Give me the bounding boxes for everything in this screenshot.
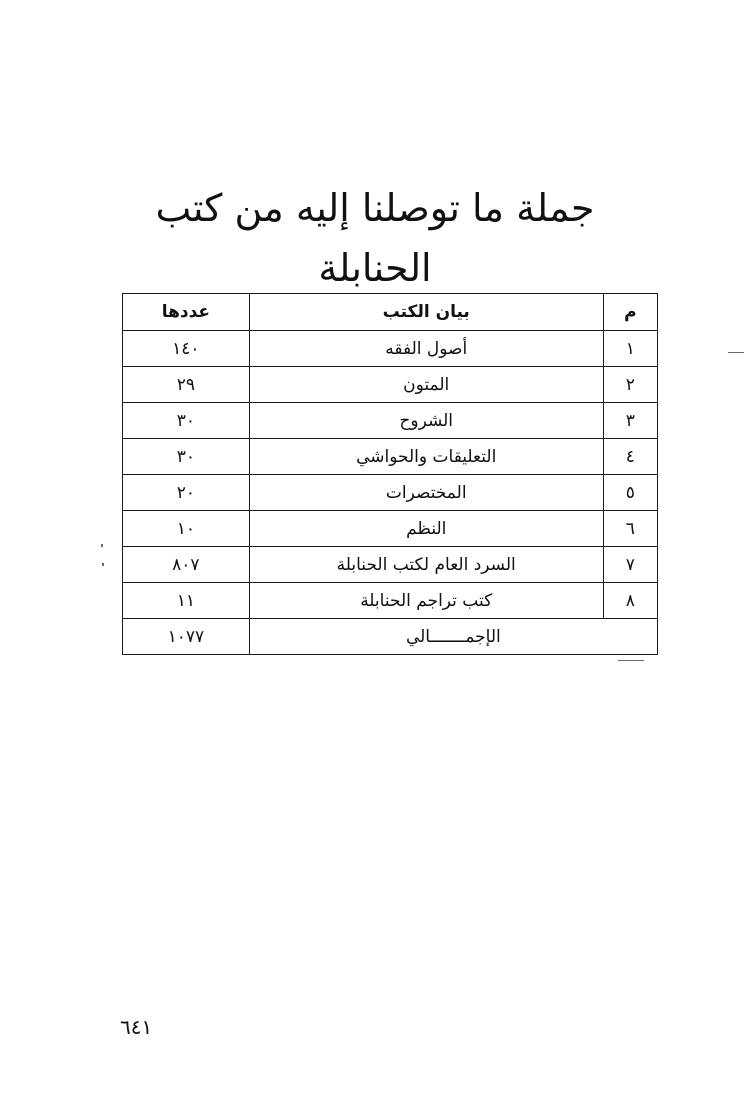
- scan-mark: [728, 352, 744, 353]
- table-row: [123, 583, 658, 619]
- row-number: ١: [603, 331, 657, 367]
- header-book-category: بيان الكتب: [249, 294, 603, 331]
- row-count: ٢٩: [123, 367, 250, 403]
- header-number: م: [603, 294, 657, 331]
- books-summary-table: [122, 293, 658, 655]
- row-count: ٨٠٧: [123, 547, 250, 583]
- table-row: [123, 439, 658, 475]
- page-title: جملة ما توصلنا إليه من كتب الحنابلة: [155, 186, 595, 290]
- table-row: [123, 403, 658, 439]
- page-number: ٦٤١: [120, 1015, 153, 1039]
- row-count: ١٠: [123, 511, 250, 547]
- row-number: ٨: [603, 583, 657, 619]
- row-number: ٥: [603, 475, 657, 511]
- row-book-category: المختصرات: [249, 475, 603, 511]
- row-number: ٤: [603, 439, 657, 475]
- row-number: ٦: [603, 511, 657, 547]
- table-row: [123, 475, 658, 511]
- row-number: ٣: [603, 403, 657, 439]
- row-book-category: النظم: [249, 511, 603, 547]
- row-number: ٢: [603, 367, 657, 403]
- scan-mark: [102, 563, 104, 566]
- row-number: ٧: [603, 547, 657, 583]
- row-count: ١١: [123, 583, 250, 619]
- row-book-category: أصول الفقه: [249, 331, 603, 367]
- table-row: [123, 331, 658, 367]
- table-row: [123, 511, 658, 547]
- row-count: ٣٠: [123, 403, 250, 439]
- scan-mark: [101, 544, 103, 547]
- table-total-row: [123, 619, 658, 655]
- row-book-category: كتب تراجم الحنابلة: [249, 583, 603, 619]
- header-count: عددها: [123, 294, 250, 331]
- scan-mark: [618, 660, 644, 661]
- total-count: ١٠٧٧: [123, 619, 250, 655]
- row-book-category: السرد العام لكتب الحنابلة: [249, 547, 603, 583]
- row-count: ٣٠: [123, 439, 250, 475]
- row-count: ١٤٠: [123, 331, 250, 367]
- row-book-category: الشروح: [249, 403, 603, 439]
- row-book-category: التعليقات والحواشي: [249, 439, 603, 475]
- row-count: ٢٠: [123, 475, 250, 511]
- table-header-row: [123, 294, 658, 331]
- table-row: [123, 367, 658, 403]
- row-book-category: المتون: [249, 367, 603, 403]
- table-row: [123, 547, 658, 583]
- total-label: الإجمـــــــالي: [249, 619, 657, 655]
